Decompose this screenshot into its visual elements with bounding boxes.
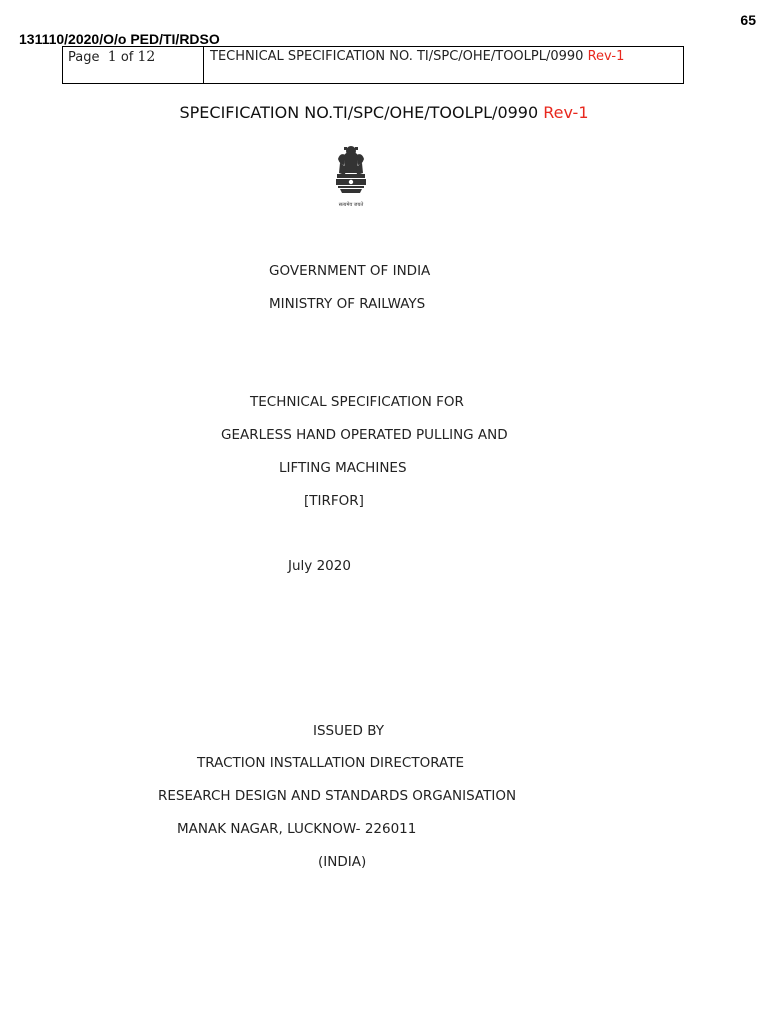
svg-text:सत्यमेव जयते: सत्यमेव जयते [338, 202, 364, 208]
national-emblem-icon [330, 143, 372, 211]
header-box [62, 46, 684, 84]
header-spec-text: TECHNICAL SPECIFICATION NO. TI/SPC/OHE/TOOLPL/0990 [210, 49, 584, 64]
header-rev: Rev-1 [587, 49, 625, 64]
page-current: 1 [107, 49, 117, 65]
subject-line: LIFTING MACHINES [279, 460, 407, 476]
gov-line: GOVERNMENT OF INDIA [269, 263, 431, 279]
title-rev: Rev-1 [543, 103, 589, 122]
issuer-line: RESEARCH DESIGN AND STANDARDS ORGANISATION [158, 788, 517, 804]
page-title [0, 103, 768, 122]
page-number: 65 [740, 12, 756, 28]
issuer-line: MANAK NAGAR, LUCKNOW- 226011 [177, 821, 417, 837]
file-reference: 131110/2020/O/o PED/TI/RDSO [19, 31, 220, 47]
issuer-line: TRACTION INSTALLATION DIRECTORATE [197, 755, 464, 771]
subject-line: TECHNICAL SPECIFICATION FOR [250, 394, 464, 410]
page-counter [63, 47, 204, 83]
header-spec [204, 47, 683, 83]
page-word: Page [68, 50, 100, 65]
issuer-line: ISSUED BY [313, 723, 384, 739]
subject-line: GEARLESS HAND OPERATED PULLING AND [221, 427, 508, 443]
subject-line: [TIRFOR] [304, 493, 364, 509]
issue-date: July 2020 [288, 558, 351, 574]
title-text: SPECIFICATION NO.TI/SPC/OHE/TOOLPL/0990 [179, 103, 539, 122]
page-total: 12 [137, 49, 156, 65]
ministry-line: MINISTRY OF RAILWAYS [269, 296, 426, 312]
page-of: of [120, 50, 134, 65]
issuer-line: (INDIA) [318, 854, 367, 870]
